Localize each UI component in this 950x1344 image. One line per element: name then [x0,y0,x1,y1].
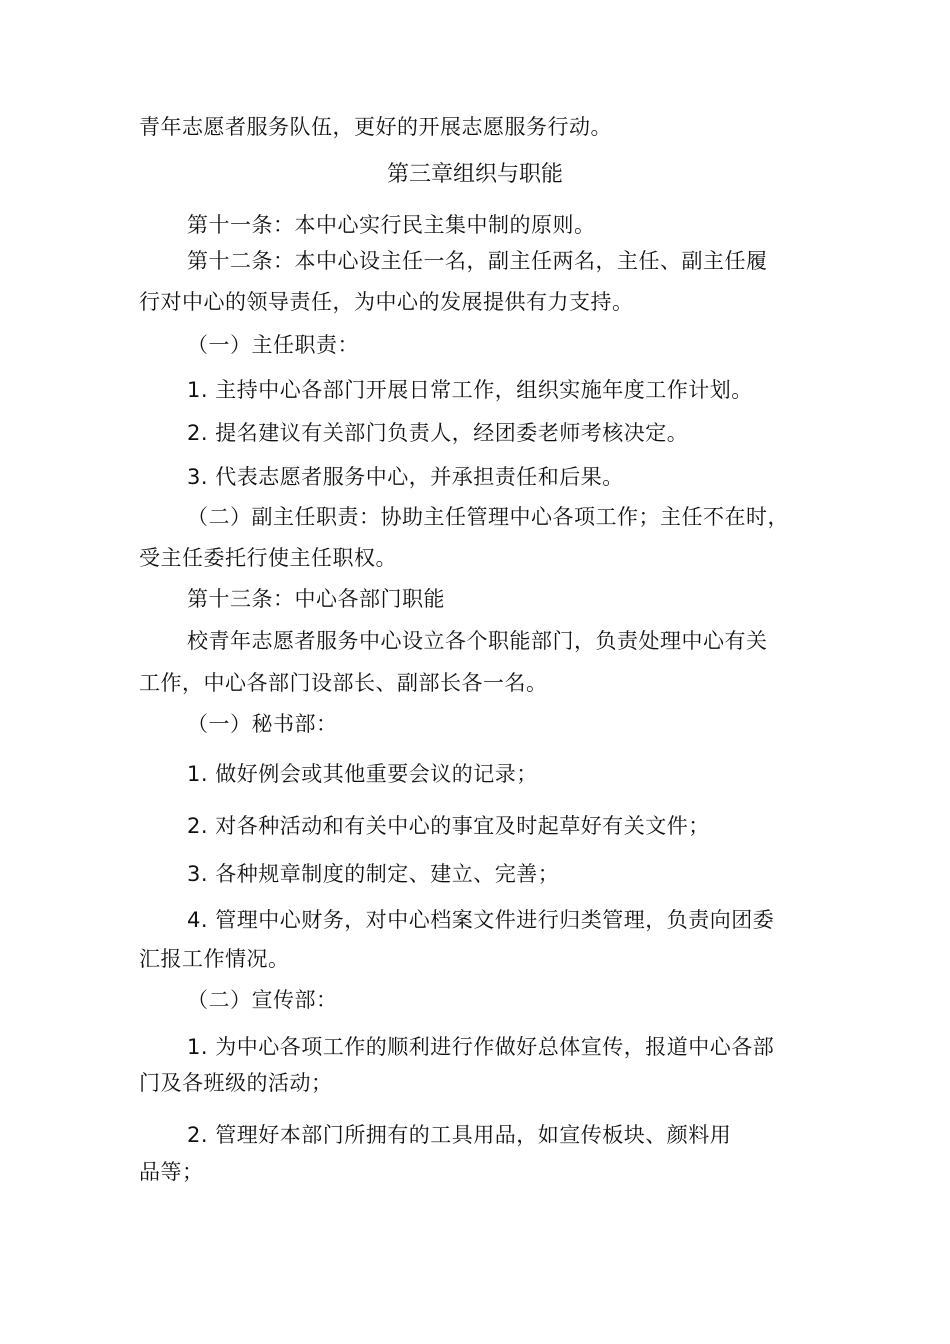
text-line: 3. 各种规章制度的制定、建立、完善； [187,862,560,886]
text-line: 1. 为中心各项工作的顺利进行作做好总体宣传，报道中心各部 [187,1035,775,1059]
text-line: 2. 提名建议有关部门负责人，经团委老师考核决定。 [187,421,689,445]
text-line: 汇报工作情况。 [139,947,290,971]
text-line: 第十三条：中心各部门职能 [187,587,445,611]
text-line: 1. 做好例会或其他重要会议的记录； [187,762,538,786]
text-line: （二）副主任职责：协助主任管理中心各项工作；主任不在时， [187,505,789,529]
text-line: 行对中心的领导责任，为中心的发展提供有力支持。 [139,290,634,314]
text-line: （一）秘书部： [187,712,338,736]
text-line: 3. 代表志愿者服务中心，并承担责任和后果。 [187,465,624,489]
text-line: 青年志愿者服务队伍，更好的开展志愿服务行动。 [139,115,612,139]
chapter-heading: 第三章组织与职能 [386,162,563,187]
text-line: 门及各班级的活动； [139,1071,333,1095]
text-line: 2. 管理好本部门所拥有的工具用品，如宣传板块、颜料用 [187,1123,732,1147]
text-line: （一）主任职责： [187,333,359,357]
text-line: 第十二条：本中心设主任一名，副主任两名，主任、副主任履 [187,249,768,273]
text-line: 品等； [139,1160,204,1184]
text-line: 受主任委托行使主任职权。 [139,546,397,570]
text-line: 2. 对各种活动和有关中心的事宜及时起草好有关文件； [187,814,710,838]
text-line: 第十一条：本中心实行民主集中制的原则。 [187,213,596,237]
text-line: 1. 主持中心各部门开展日常工作，组织实施年度工作计划。 [187,378,753,402]
text-line: （二）宣传部： [187,988,338,1012]
text-line: 4. 管理中心财务，对中心档案文件进行归类管理，负责向团委 [187,908,775,932]
text-line: 工作，中心各部门设部长、副部长各一名。 [139,671,548,695]
text-line: 校青年志愿者服务中心设立各个职能部门，负责处理中心有关 [187,629,768,653]
